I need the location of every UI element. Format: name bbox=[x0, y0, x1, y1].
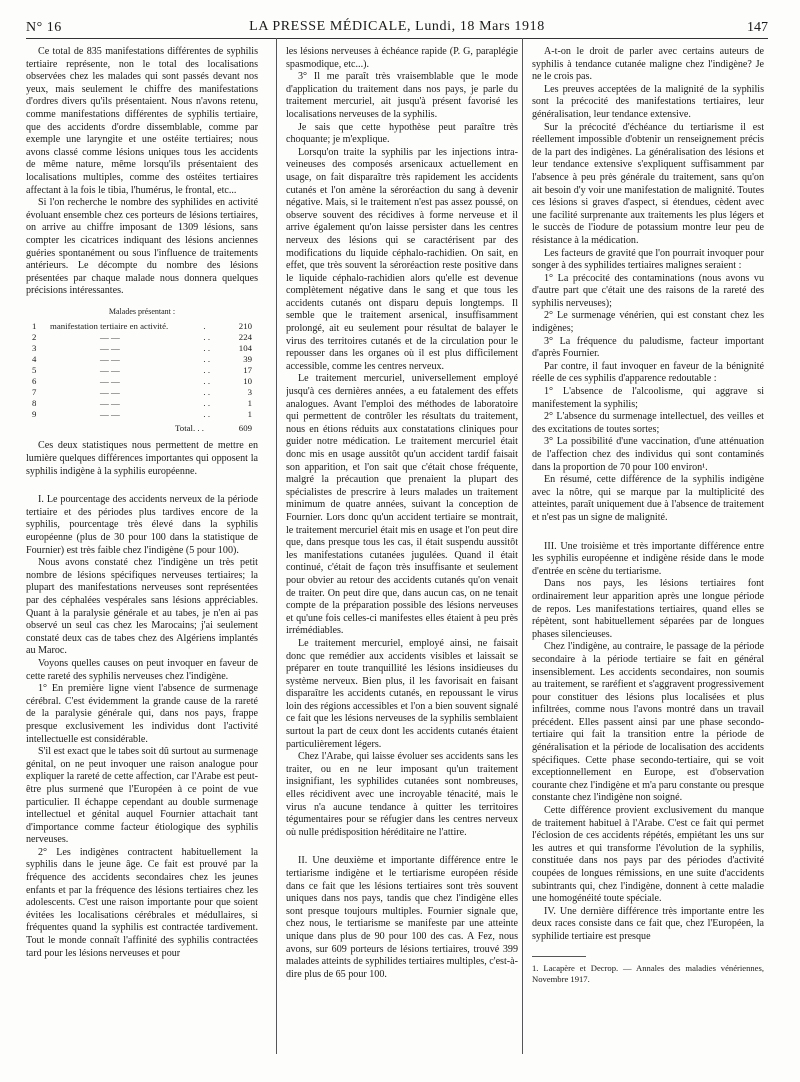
row-value: 3 bbox=[247, 387, 252, 398]
paragraph: 3° La fréquence du paludisme, facteur important d'après Fournier. bbox=[532, 335, 764, 360]
column-divider bbox=[276, 38, 277, 1054]
paragraph: S'il est exact que le tabes soit dû surtout au surmenage génital, on ne peut invoquer une raison analogue pour expliquer la rareté de cette affection, car l'Arabe est peut-être plus surmené que l'Européen à ce point de vue particulier. Il échappe cependant au double surmenage intellectuel et génital auquel Fournier attachait tant d'importance comme facteur étiologique des syphilis nerveuses. bbox=[26, 746, 258, 846]
paragraph: Chez l'indigène, au contraire, le passage de la période secondaire à la période tertiaire se fait en général insensiblement. Les accidents secondaires, non soumis au traitement, se raréfient et s'aggravent progressivement pour constituer des lésions plus localisées et plus infiltrées, comme nous l'avons montré dans un travail précédent. Elles passent ainsi par une phase secondo-tertiaire qui fait la transition entre la période de généralisation et la période de localisation des accidents spécifiques. Cette phase secondo-tertiaire, qui se voit exceptionnellement en Europe, est d'observation courante chez l'indigène et m'a paru constante ou presque constante chez l'indigène non soigné. bbox=[532, 641, 764, 804]
page-number: 147 bbox=[747, 20, 768, 35]
paragraph: IV. Une dernière différence très importante entre les deux races consiste dans ce fait que, chez l'Européen, la syphilide tertiaire est presque bbox=[532, 905, 764, 942]
row-value: 17 bbox=[243, 365, 252, 376]
row-value: 1 bbox=[247, 398, 252, 409]
paragraph: Ces deux statistiques nous permettent de mettre en lumière quelques différences importantes qui opposent la syphilis indigène à la syphilis européenne. bbox=[26, 440, 258, 477]
table-row bbox=[26, 376, 258, 387]
table-row bbox=[26, 354, 258, 365]
row-label: — — bbox=[100, 354, 120, 365]
section-paragraph: II. Une deuxième et importante différence entre le tertiarisme indigène et le tertiarisme européen réside dans ce fait que les lésions tertiaires sont très souvent uniques dans nos pays, tandis que chez l'indigène elles sont presque toujours multiples. Fournier signale que, chez nous, le tertiarisme se manifeste par une atteinte unique dans plus de 90 pour 100 des cas. A Fez, nous avons, sur 609 porteurs de lésions tertiaires, trouvé 399 malades atteints de syphilides tertiaires multiples, c'est-à-dire plus de 65 pour 100. bbox=[286, 855, 518, 980]
table-row bbox=[26, 409, 258, 420]
table-row bbox=[26, 332, 258, 343]
row-label: — — bbox=[100, 376, 120, 387]
paragraph: Les facteurs de gravité que l'on pourrait invoquer pour songer à des syphilides tertiaires malignes seraient : bbox=[532, 247, 764, 272]
section-paragraph: III. Une troisième et très importante différence entre les syphilis européenne et indigène réside dans le mode d'entrée en scène du tertiarisme. bbox=[532, 540, 764, 577]
row-count: 9 bbox=[32, 409, 37, 420]
row-label: — — bbox=[100, 409, 120, 420]
footnote: 1. Lacapère et Decrop. — Annales des maladies vénériennes, Novembre 1917. bbox=[532, 962, 764, 984]
table-row bbox=[26, 343, 258, 354]
paragraph: Je sais que cette hypothèse peut paraître très choquante; je m'explique. bbox=[286, 121, 518, 146]
row-value: 104 bbox=[238, 343, 252, 354]
row-dots: . . bbox=[203, 365, 211, 376]
patients-table bbox=[26, 321, 258, 434]
paragraph: 3° Il me paraît très vraisemblable que le mode d'application du traitement dans nos pays, je parle du traitement mercuriel, ait jusqu'à présent favorisé les localisations nerveuses de la syphilis. bbox=[286, 71, 518, 120]
row-label: — — bbox=[100, 387, 120, 398]
paragraph: Cette différence provient exclusivement du manque de traitement habituel à l'Arabe. C'est ce fait qui permet l'éclosion de ces accidents répétés, empiétant les uns sur les autres et qui transforme l'évolution de la syphilis, constituée dans nos pays par des périodes d'activité coupées de longues rémissions, en une suite d'accidents subintrants qui, chez l'indigène, donnent à cette maladie une homogénéité toute spéciale. bbox=[532, 805, 764, 905]
paragraph: Chez l'Arabe, qui laisse évoluer ses accidents sans les traiter, ou en ne leur imposant qu'un traitement insignifiant, les syphilides cutanées sont nombreuses, elles récidivent avec une incroyable ténacité, mais le virus n'a aucune tendance à quitter les territoires tégumentaires pour se réfugier dans les centres nerveux où nulle prédisposition héréditaire ne l'attire. bbox=[286, 751, 518, 838]
paragraph: Le traitement mercuriel, employé ainsi, ne faisait donc que remédier aux accidents visibles et laissait se préparer en toute tranquillité les lésions insidieuses du système nerveux. Bien plus, il les favorisait en faisant disparaître les accidents cutanés, en repoussant le virus loin des régions accessibles et l'on a bien souvent signalé ce fait que les lésions nerveuses de la syphilis semblaient surtout la part de ceux dont les accidents cutanés étaient particulièrement légers. bbox=[286, 637, 518, 750]
table-total-row bbox=[26, 420, 258, 434]
section-paragraph: I. Le pourcentage des accidents nerveux de la période tertiaire et des périodes plus tardives encore de la syphilis, pourcentage très élevé dans la syphilis européenne (plus de 30 pour 100 dans la statistique de Fournier) est très faible chez l'indigène (5 pour 100). bbox=[26, 494, 258, 556]
total-value: 609 bbox=[238, 423, 252, 434]
masthead-title: LA PRESSE MÉDICALE, Lundi, 18 Mars 1918 bbox=[249, 19, 545, 34]
row-count: 2 bbox=[32, 332, 37, 343]
row-dots: . . bbox=[203, 332, 211, 343]
row-count: 8 bbox=[32, 398, 37, 409]
total-label: Total. . . bbox=[175, 423, 204, 434]
header-rule bbox=[26, 38, 768, 39]
paragraph: En résumé, cette différence de la syphilis indigène avec la nôtre, qui se marque par la multiplicité des atteintes, paraît uniquement due à l'absence de traitement et n'est pas un signe de malignité. bbox=[532, 474, 764, 523]
table-row bbox=[26, 365, 258, 376]
paragraph: Les preuves acceptées de la malignité de la syphilis sont la précocité des manifestations tertiaires, leur généralisation, leur tendance extensive. bbox=[532, 83, 764, 120]
paragraph: Si l'on recherche le nombre des syphilides en activité évoluant ensemble chez ces porteurs de lésions tertiaires, on arrive au chiffre imposant de 1309 lésions, sans compter les cicatrices indiquant des lésions anciennes guéries spontanément ou sous l'influence de traitements antérieurs. Le décompte du nombre des lésions présentées par chaque malade nous donnera quelques précisions intéressantes. bbox=[26, 197, 258, 297]
column-2 bbox=[286, 46, 518, 1054]
row-value: 10 bbox=[243, 376, 252, 387]
paragraph: 1° La précocité des contaminations (nous avons vu d'autre part que c'était une des raisons de la rareté des syphilis nerveuses); bbox=[532, 272, 764, 309]
row-value: 224 bbox=[238, 332, 252, 343]
table-row bbox=[26, 398, 258, 409]
paragraph: Dans nos pays, les lésions tertiaires font ordinairement leur apparition après une longue période de repos. Les manifestations tertiaires, quand elles se répètent, sont habituellement séparées par de longues phases silencieuses. bbox=[532, 578, 764, 640]
paragraph: 3° La possibilité d'une vaccination, d'une atténuation de l'affection chez des individus qui sont contaminés dans la proportion de 70 pour 100 environ¹. bbox=[532, 436, 764, 473]
row-dots: . . bbox=[203, 343, 211, 354]
paragraph: 1° L'absence de l'alcoolisme, qui aggrave si manifestement la syphilis; bbox=[532, 386, 764, 410]
paragraph: Par contre, il faut invoquer en faveur de la bénignité réelle de ces syphilis d'apparence redoutable : bbox=[532, 360, 764, 385]
column-divider bbox=[522, 38, 523, 1054]
row-count: 1 bbox=[32, 321, 37, 332]
row-dots: . bbox=[203, 321, 206, 332]
row-dots: . . bbox=[203, 398, 211, 409]
paragraph: 2° L'absence du surmenage intellectuel, des veilles et des excitations de toutes sortes; bbox=[532, 411, 764, 435]
paragraph: Nous avons constaté chez l'indigène un très petit nombre de lésions spécifiques nerveuses tertiaires; la plupart des manifestations nerveuses sont représentées par des céphalées vespérales sans lésions appréciables. Quant à la paralysie générale et au tabes, je n'en ai pas observé un seul cas chez les Marocains; j'ai seulement constaté deux cas de tabes chez des Algériens implantés au Maroc. bbox=[26, 557, 258, 657]
footnote-rule bbox=[532, 956, 586, 957]
paragraph: Voyons quelles causes on peut invoquer en faveur de cette rareté des syphilis nerveuses chez l'indigène. bbox=[26, 657, 258, 682]
row-label: — — bbox=[100, 343, 120, 354]
column-3 bbox=[532, 46, 764, 1054]
row-dots: . . bbox=[203, 409, 211, 420]
row-value: 1 bbox=[247, 409, 252, 420]
issue-number: N° 16 bbox=[26, 20, 62, 35]
paragraph: 1° En première ligne vient l'absence de surmenage cérébral. C'est évidemment la grande cause de la rareté de la paralysie générale qui, dans nos pays, frappe presque exclusivement les individus dont l'activité intellectuelle est considérable. bbox=[26, 683, 258, 745]
row-value: 39 bbox=[243, 354, 252, 365]
paragraph: Sur la précocité d'échéance du tertiarisme il est réellement impossible d'obtenir un renseignement précis de la part des indigènes. La généralisation des lésions et leur tendance extensive s'expliquent suffisamment par l'absence à peu près générale du traitement, sans qu'on ait besoin d'y voir une manifestation de malignité. Toutes ces lésions si graves d'aspect, si étendues, cèdent avec une facilité surprenante aux traitements les plus légers et le succès de l'iodure de potassium montre leur peu de résistance à la médication. bbox=[532, 121, 764, 246]
table-row bbox=[26, 387, 258, 398]
paragraph: 2° Les indigènes contractent habituellement la syphilis dans le jeune âge. Ce fait est prouvé par la fréquence des accidents secondaires chez les jeunes enfants et par la fréquence des lésions tertiaires chez les adolescents. C'est une raison importante pour que soient évitées les localisations cérébrales et médullaires, si fréquentes quand la syphilis est contractée tardivement. Tout le monde connaît l'affinité des syphilis contractées tard pour les lésions nerveuses et pour bbox=[26, 846, 258, 959]
table-caption: Malades présentant : bbox=[108, 306, 176, 316]
column-1 bbox=[26, 46, 258, 1054]
row-value: 210 bbox=[238, 321, 252, 332]
paragraph: Ce total de 835 manifestations différentes de syphilis tertiaire représente, non le total des localisations observées chez les malades qui sont passés devant nos yeux, mais seulement le chiffre des manifestations d'ordres divers qu'ils présentaient. Nous n'avons retenu, comme manifestations différentes de syphilis tertiaire, que des accidents d'ordre dissemblable, comme par exemple une laryngite et une ostéite tertiaires; nous avons classé comme lésions uniques tous les accidents de même nature, même lorsqu'ils présentaient des localisations multiples, comme des ostéites tertiaires affectant à la fois le tibia, l'humérus, le frontal, etc... bbox=[26, 46, 258, 196]
row-label: — — bbox=[100, 332, 120, 343]
row-dots: . . bbox=[203, 376, 211, 387]
row-dots: . . bbox=[203, 354, 211, 365]
paragraph: Le traitement mercuriel, universellement employé jusqu'à ces dernières années, a eu fatalement des effets analogues. Avant l'emploi des méthodes de laboratoire qui permettent de contrôler les résultats du traitement, nous en étions réduits aux constatations cliniques pour guider notre médication. Le traitement mercuriel était donc mis en usage aussitôt qu'un accident tardif faisait son apparition, et l'on sait que c'était chose fréquente, malgré la précaution que prenaient la plupart des spécialistes de prescrire à leurs malades un traitement minimum de quatre années, suivant la conception de Fournier. Lors donc qu'un accident tertiaire se montrait, le traitement mercuriel était mis en usage et l'on peut dire que, dans presque tous les cas, il était suspendu aussitôt les manifestations cutanées jugulées. Quand il était continué, c'était de façon très insuffisante et seulement pour obvier au retour des accidents cutanés qu'on venait de traiter. On peut dire que, dans aucun cas, on ne tenait compte de la préparation possible des lésions nerveuses et qu'une fois celles-ci manifestes elles étaient à peu près irrémédiables. bbox=[286, 373, 518, 637]
row-label: — — bbox=[100, 365, 120, 376]
table-row bbox=[26, 321, 258, 332]
row-count: 5 bbox=[32, 365, 37, 376]
paragraph: 2° Le surmenage vénérien, qui est constant chez les indigènes; bbox=[532, 310, 764, 335]
row-dots: . . bbox=[203, 387, 211, 398]
paragraph: A-t-on le droit de parler avec certains auteurs de syphilis à tendance cutanée maligne chez l'indigène? Je ne le crois pas. bbox=[532, 46, 764, 83]
row-count: 7 bbox=[32, 387, 37, 398]
row-label: manifestation tertiaire en activité. bbox=[50, 321, 169, 332]
paragraph: les lésions nerveuses à échéance rapide (P. G, paraplégie spasmodique, etc...). bbox=[286, 46, 518, 70]
paragraph: Lorsqu'on traite la syphilis par les injections intra-veineuses des composés arsenicaux actuellement en usage, on fait disparaître très rapidement les accidents cutanés et l'on amène la séroréaction du sang à devenir négative. Mais, si le traitement n'est pas assez poussé, on observe souvent des récidives à forme nerveuse et il arrive également qu'on laisse persister dans les centres nerveux des lésions qui se caractérisent par des modifications du liquide céphalo-rachidien. On sait, en effet, que très souvent la séroréaction reste positive dans le liquide céphalo-rachidien alors qu'elle est devenue complètement négative dans le sang et que tous les accidents cutanés ont disparu depuis longtemps. Il semble que le traitement arsenical, insuffisamment prolongé, ait eu seulement pour résultat de balayer le virus des territoires cutanés et de la circulation pour le repousser dans les organes où il est plus difficilement accessible, comme les centres nerveux. bbox=[286, 146, 518, 372]
row-count: 6 bbox=[32, 376, 37, 387]
row-count: 3 bbox=[32, 343, 37, 354]
row-label: — — bbox=[100, 398, 120, 409]
row-count: 4 bbox=[32, 354, 37, 365]
